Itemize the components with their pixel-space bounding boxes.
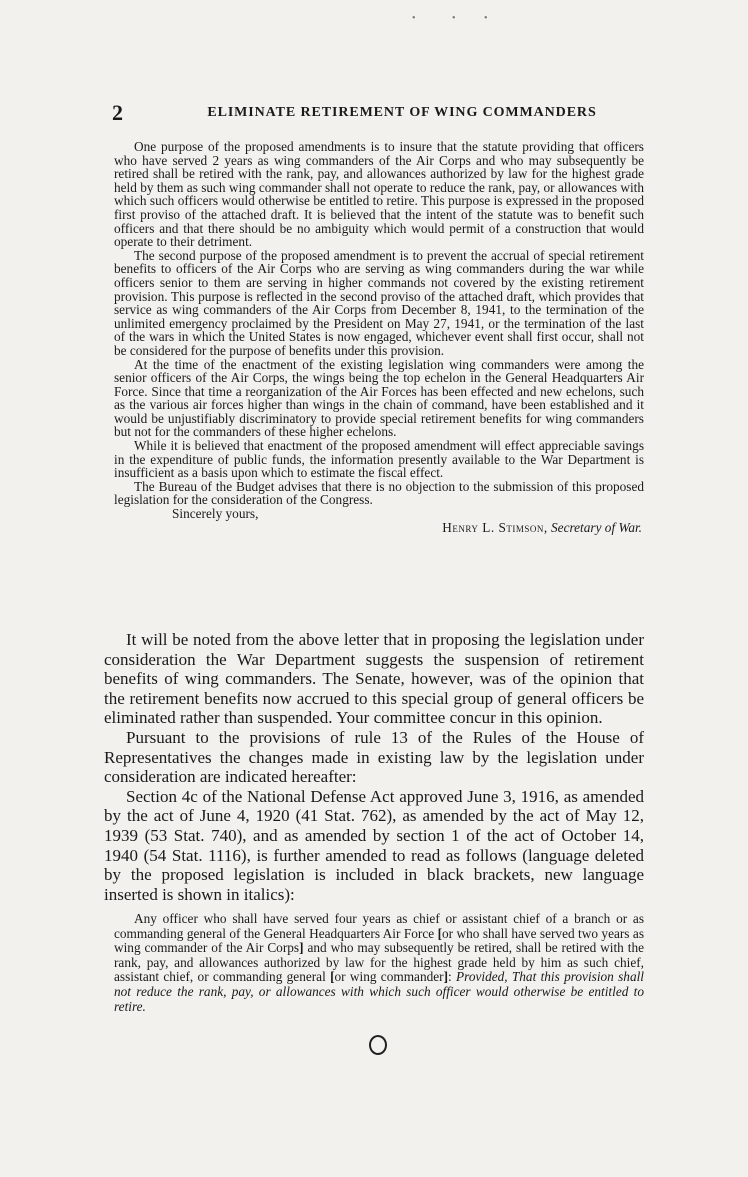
law-text: Any officer who shall have served four years as chief or assistant chief of a branch or as commanding general of the General Headquarters Air Force <box>114 911 644 941</box>
deleted-text: or wing commander <box>334 969 444 985</box>
inserted-italic-text: Provided, That this provision shall not reduce the rank, pay, or allowances with which such officer would otherwise be entitled to retire. <box>114 969 644 1014</box>
letter-paragraph: At the time of the enactment of the existing legislation wing commanders were among the senior officers of the Air Corps, the wings being the top echelon in the General Headquarters Air Force. Since that time a reorganization of the Air Forces has been effected and new echelons, such as the various air forces higher than wings in the chain of command, have been established and it would be unjustifiably discriminatory to provide special retirement benefits for wing commanders but not for the commanders of these higher echelons. <box>114 356 644 440</box>
page-header <box>112 100 632 130</box>
print-speck-mark: • <box>412 13 416 24</box>
page-number: 2 <box>112 100 123 125</box>
letter-paragraph: The second purpose of the proposed amendment is to prevent the accrual of special retirement benefits to officers of the Air Corps who are serving as wing commanders during the war while officers senior to them are serving in higher commands not covered by the existing retirement provision. This purpose is reflected in the second proviso of the attached draft, which provides that service as wing commanders of the Air Corps from December 8, 1941, to the termination of the unlimited emergency proclaimed by the President on May 27, 1941, or the termination of the last of the wars in which the United States is now engaged, whichever event shall first occur, shall not be considered for the purpose of benefits under this provision. <box>114 247 644 358</box>
signature-line <box>114 521 644 535</box>
deleted-text: or who shall have served two years as wing commander of the Air Corps <box>114 925 644 956</box>
deletion-bracket-close: ] <box>443 969 449 985</box>
letter-closing: Sincerely yours, <box>172 506 259 522</box>
deletion-bracket-open: [ <box>330 969 335 985</box>
end-mark-circle-icon <box>369 1035 387 1055</box>
signer-name: Henry L. Stimson, <box>442 519 548 535</box>
body-paragraph: Section 4c of the National Defense Act approved June 3, 1916, as amended by the act of June 4, 1920 (41 Stat. 762), as amended by the act of May 12, 1939 (53 Stat. 740), and as amended by section 1 of the act of October 14, 1940 (54 Stat. 1116), is further amended to read as follows (language deleted by the proposed legislation is included in black brackets, new language inserted is shown in italics): <box>104 786 644 904</box>
letter-paragraph: While it is believed that enactment of the proposed amendment will effect appreciable savings in the expenditure of public funds, the information presently available to the War Department is insufficient as a basis upon which to estimate the fiscal effect. <box>114 438 644 481</box>
quoted-letter <box>114 140 644 534</box>
body-paragraph: It will be noted from the above letter that in proposing the legislation under consideration the War Department suggests the suspension of retirement benefits of wing commanders. The Senate, however, was of the opinion that the retirement benefits now accrued to this special group of general officers be eliminated rather than suspended. Your committee concur in this opinion. <box>104 630 644 728</box>
signer-title: Secretary of War. <box>551 519 642 535</box>
body-paragraph: Pursuant to the provisions of rule 13 of the Rules of the House of Representatives the changes made in existing law by the legislation under consideration are indicated hereafter: <box>104 727 644 787</box>
law-paragraph <box>114 912 644 1014</box>
print-speck-mark: • <box>484 13 488 24</box>
amended-law-text <box>114 912 644 1014</box>
report-body <box>104 630 644 904</box>
print-speck-mark: • <box>452 13 456 24</box>
letter-paragraph: The Bureau of the Budget advises that there is no objection to the submission of this proposed legislation for the consideration of the Congress. <box>114 478 644 508</box>
law-text: and who may subsequently be retired, shall be retired with the rank, pay, and allowances authorized by law for the highest grade held by him as such chief, assistant chief, or commanding general <box>114 940 644 985</box>
running-head: ELIMINATE RETIREMENT OF WING COMMANDERS <box>207 105 597 120</box>
deletion-bracket-close: ] <box>299 940 304 956</box>
letter-paragraph: One purpose of the proposed amendments is to insure that the statute providing that officers who have served 2 years as wing commanders of the Air Corps and who may subsequently be retired shall be retired with the rank, pay, and allowances authorized by law for the highest grade held by them as such wing commander shall not operate to reduce the rank, pay, or allowances with which such officers would otherwise be entitled to retire. This purpose is expressed in the proposed first proviso of the attached draft. It is believed that the intent of the statute was to benefit such officers and that there should be no ambiguity which would permit of a construction that would operate to their detriment. <box>114 139 644 250</box>
deletion-bracket-open: [ <box>437 925 442 941</box>
law-text: : <box>448 969 457 985</box>
